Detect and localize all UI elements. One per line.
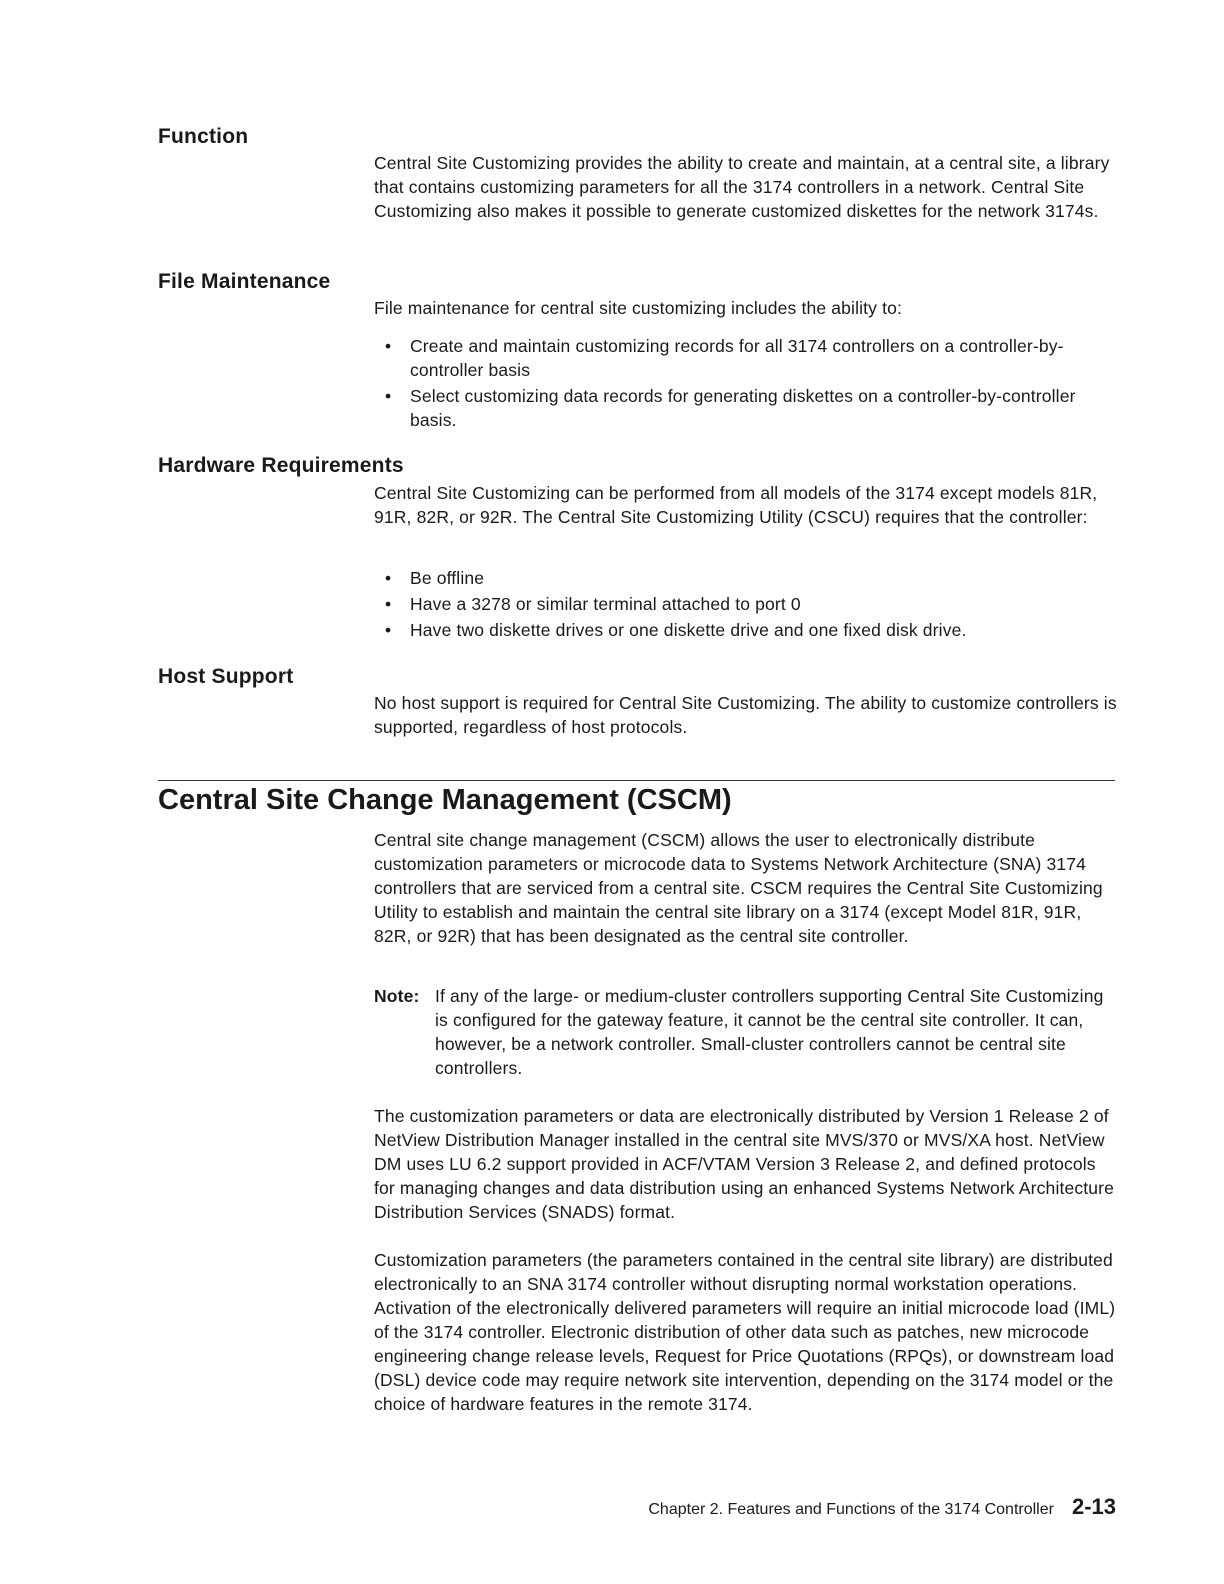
section-heading-hardware: Hardware Requirements	[158, 454, 404, 477]
hardware-paragraph: Central Site Customizing can be performed from all models of the 3174 except models 81R, 91R, 82R, or 92R. The Central Site Customizing Utility (CSCU) requires that the controller:	[374, 483, 1098, 527]
list-item-text: Have two diskette drives or one diskette drive and one fixed disk drive.	[410, 620, 967, 640]
list-item	[385, 334, 1115, 382]
list-item	[385, 618, 1115, 642]
bullet-icon: •	[385, 620, 392, 640]
section-heading-file-maintenance: File Maintenance	[158, 270, 331, 293]
hardware-list	[385, 566, 1115, 642]
cscm-paragraph-2: The customization parameters or data are electronically distributed by Version 1 Release 2 of NetView Distribution Manager installed in the central site MVS/370 or MVS/XA host. NetView DM uses LU 6.2 support provided in ACF/VTAM Version 3 Release 2, and defined protocols for managing changes and data distribution using an enhanced Systems Network Architecture Distribution Services (SNADS) format.	[374, 1106, 1115, 1222]
file-maintenance-body	[374, 296, 1119, 320]
bullet-icon: •	[385, 594, 392, 614]
cscm-title: Central Site Change Management (CSCM)	[158, 784, 732, 816]
section-heading-host-support: Host Support	[158, 665, 294, 688]
cscm-paragraph-3: Customization parameters (the parameters contained in the central site library) are distributed electronically to an SNA 3174 controller without disrupting normal workstation operations. Activation of the electronically delivered parameters will require an initial microcode load (IML) of the 3174 controller. Electronic distribution of other data such as patches, new microcode engineering change release levels, Request for Price Quotations (RPQs), or downstream load (DSL) device code may require network site intervention, depending on the 3174 model or the choice of hardware features in the remote 3174.	[374, 1250, 1116, 1414]
cscm-note	[374, 984, 1104, 1080]
cscm-paragraph-1-block	[374, 828, 1119, 948]
hardware-body	[374, 481, 1119, 529]
cscm-paragraph-1: Central site change management (CSCM) allows the user to electronically distribute customization parameters or microcode data to Systems Network Architecture (SNA) 3174 controllers that are serviced from a central site. CSCM requires the Central Site Customizing Utility to establish and maintain the central site library on a 3174 (except Model 81R, 91R, 82R, or 92R) that has been designated as the central site controller.	[374, 830, 1103, 946]
list-item-text: Have a 3278 or similar terminal attached to port 0	[410, 594, 801, 614]
footer-chapter: Chapter 2. Features and Functions of the 3174 Controller	[648, 1501, 1054, 1518]
cscm-paragraph-3-block	[374, 1248, 1119, 1416]
list-item-text: Create and maintain customizing records for all 3174 controllers on a controller-by-controller basis	[410, 336, 1064, 380]
file-maintenance-intro: File maintenance for central site customizing includes the ability to:	[374, 298, 902, 318]
page-footer	[648, 1494, 1116, 1520]
list-item-text: Be offline	[410, 568, 485, 588]
section-heading-function: Function	[158, 125, 249, 148]
bullet-icon: •	[385, 568, 392, 588]
note-label: Note:	[374, 986, 420, 1006]
function-body	[374, 151, 1119, 223]
note-text: If any of the large- or medium-cluster controllers supporting Central Site Customizing is configured for the gateway feature, it cannot be the central site controller. It can, however, be a network controller. Small-cluster controllers cannot be central site controllers.	[435, 986, 1104, 1078]
page-number: 2-13	[1071, 1494, 1116, 1519]
bullet-icon: •	[385, 386, 392, 406]
list-item	[385, 384, 1115, 432]
list-item	[385, 566, 1115, 590]
host-support-body	[374, 691, 1119, 739]
file-maintenance-list	[385, 334, 1115, 432]
function-paragraph: Central Site Customizing provides the ability to create and maintain, at a central site, a library that contains customizing parameters for all the 3174 controllers in a network. Central Site Customizing also makes it possible to generate customized diskettes for the network 3174s.	[374, 153, 1110, 221]
section-divider	[158, 780, 1115, 781]
host-support-paragraph: No host support is required for Central Site Customizing. The ability to customize controllers is supported, regardless of host protocols.	[374, 693, 1117, 737]
list-item	[385, 592, 1115, 616]
cscm-paragraph-2-block	[374, 1104, 1119, 1224]
list-item-text: Select customizing data records for generating diskettes on a controller-by-controller basis.	[410, 386, 1076, 430]
bullet-icon: •	[385, 336, 392, 356]
